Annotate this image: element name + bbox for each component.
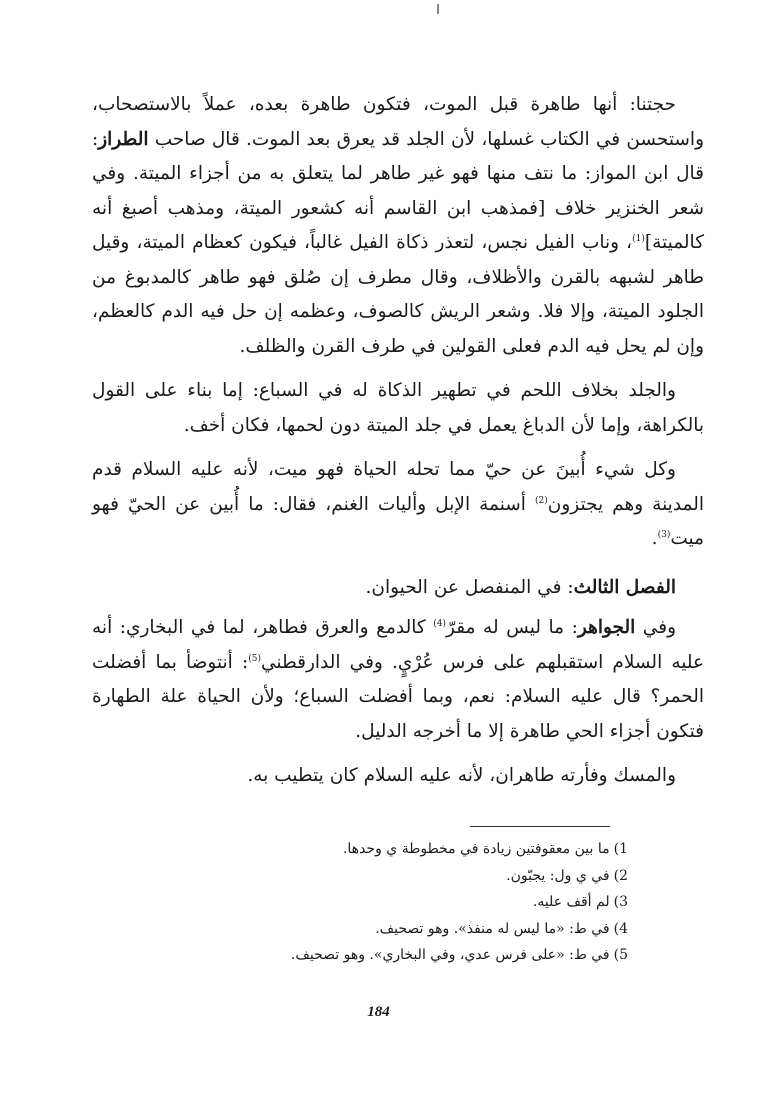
footnote-4	[200, 916, 628, 943]
footnote-ref-1: (1)	[632, 233, 645, 244]
footnote-text: ما بين معقوفتين زيادة في مخطوطة ي وحدها.	[342, 841, 610, 857]
footnote-ref-3: (3)	[657, 529, 671, 540]
p4-line-2b: : أنتوضأ بما أفضلت	[92, 651, 249, 673]
footnote-divider	[470, 826, 610, 827]
paragraph-4	[92, 611, 704, 749]
p3-line-1: وكل شيء أُبينَ عن حيّ مما تحله الحياة فهو ميت، لأنه عليه السلام قدم	[92, 459, 676, 480]
page-number: 184	[367, 1004, 390, 1020]
p1-line-3: : قال ابن المواز: ما نتف منها فهو غير طاهر لما يتعلق به من أجزاء الميتة.	[92, 128, 704, 184]
footnote-number: 5)	[613, 947, 628, 963]
p1-line-6: وقيل طاهر لشبهه بالقرن والأظلاف، وقال مطرف إن صُلق فهو طاهر كالمدبوغ	[92, 232, 704, 288]
footnote-number: 2)	[613, 867, 628, 884]
footnote-text: في ي ول: يجبّون.	[506, 867, 610, 884]
section-heading-rest: : في المنفصل عن الحيوان.	[365, 576, 574, 598]
p5-line-1: والمسك وفأرته طاهران، لأنه عليه السلام كان يتطيب به.	[247, 765, 676, 786]
footnote-number: 3)	[613, 894, 628, 910]
footnote-number: 1)	[613, 841, 628, 857]
footnote-number: 4)	[613, 920, 628, 937]
p1-line-7: من الجلود الميتة، وإلا فلا. وشعر الريش كالصوف، وعظمه إن حل فيه الدم	[92, 266, 705, 322]
footnote-text: لم أقف عليه.	[532, 894, 610, 910]
footnotes	[200, 836, 628, 969]
footnote-5	[200, 942, 628, 969]
p1-line-8: كالعظم، وإن لم يحل فيه الدم فعلى القولين في طرف القرن والظلف.	[92, 301, 704, 357]
footnote-1	[200, 836, 628, 863]
paragraph-3	[92, 453, 704, 557]
paragraph-1	[92, 88, 704, 364]
p1-line-5a: أنه كالميتة]	[92, 197, 704, 253]
p4-line-1c: كالدمع والعرق فطاهر، لما في البخاري: أنه	[92, 617, 434, 638]
p4-line-2a: عليه السلام استقبلهم على فرس عُرْيٍ. وفي الدارقطني	[260, 651, 704, 673]
p2-line-2: بالكراهة، وإما لأن الدباغ يعمل في جلد الميتة دون لحمها، فكان أخف.	[183, 414, 704, 436]
p2-line-1: والجلد بخلاف اللحم في تطهير الذكاة له في السباع: إما بناء على القول	[92, 380, 676, 401]
p1-line-5b: ، وناب الفيل نجس، لتعذر ذكاة الفيل غالباً، فيكون كعظام الميتة،	[136, 232, 633, 253]
paragraph-5	[92, 759, 704, 794]
scan-mark	[437, 4, 439, 14]
p1-line-4: وفي شعر الخنزير خلاف [فمذهب ابن القاسم أنه كشعور الميتة، ومذهب أصبغ	[92, 163, 705, 219]
p3-line-2a: المدينة وهم يجتزون	[547, 493, 705, 515]
main-text	[92, 88, 704, 794]
p1-line-1: حجتنا: أنها طاهرة قبل الموت، فتكون طاهرة بعده، عملاً بالاستصحاب،	[92, 94, 676, 115]
p3-line-3a: ميت	[670, 528, 704, 549]
footnote-2	[200, 863, 628, 890]
section-heading-title: الفصل الثالث	[573, 576, 676, 598]
paragraph-2	[92, 374, 704, 443]
footnote-ref-4: (4)	[433, 618, 447, 629]
p1-line-2: واستحسن في الكتاب غسلها، لأن الجلد قد يعرق بعد الموت. قال صاحب	[154, 128, 705, 150]
p3-line-3b: .	[651, 528, 658, 549]
p3-line-2b: أسنمة الإبل وأليات الغنم، فقال: ما أُبين عن الحيّ فهو	[92, 493, 535, 515]
p4-line-3: الحمر؟ قال عليه السلام: نعم، وبما أفضلت السباع؛ ولأن الحياة علة الطهارة	[92, 686, 704, 707]
footnote-ref-5: (5)	[248, 653, 261, 664]
footnote-text: في ط: «ما ليس له منفذ». وهو تصحيف.	[375, 920, 610, 937]
section-heading	[92, 571, 704, 606]
p4-line-1a: وفي	[635, 617, 677, 638]
footnote-text: في ط: «على فرس عدي، وفي البخاري». وهو تصحيف.	[290, 947, 610, 963]
footnote-ref-2: (2)	[534, 495, 548, 506]
p4-line-1b: : ما ليس له مقرّ	[446, 617, 578, 638]
footnote-3	[200, 889, 628, 916]
term-taraz: الطراز	[98, 128, 149, 150]
p4-line-4: فتكون أجزاء الحي طاهرة إلا ما أخرجه الدليل.	[355, 720, 704, 742]
term-jawahir: الجواهر	[577, 617, 636, 638]
